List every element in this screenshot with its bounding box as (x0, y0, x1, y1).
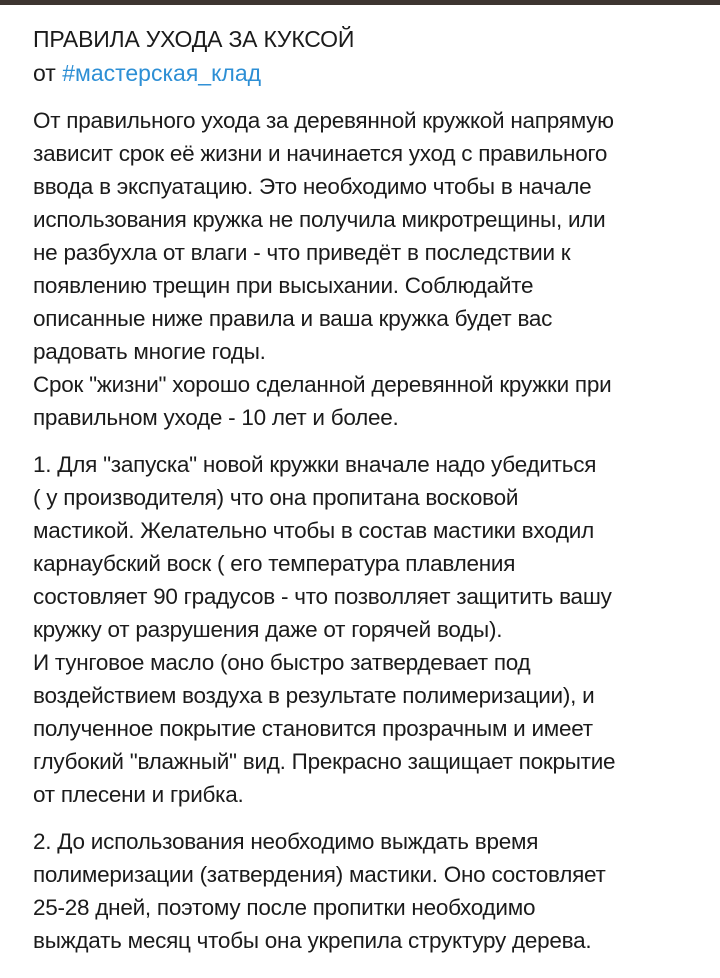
post-source-line (33, 56, 703, 90)
message-post (33, 22, 703, 957)
top-divider (0, 0, 720, 5)
source-prefix: от (33, 60, 63, 86)
post-paragraph-intro: От правильного ухода за деревянной кружкой напрямую зависит срок её жизни и начинается уход с правильного ввода в экспуатацию. Это необходимо чтобы в начале использования кружка не получила микротрещины, или не разбухла от влаги - что приведёт в последствии к появлению трещин при высыхании. Соблюдайте описанные ниже правила и ваша кружка будет вас радовать многие годы. Срок "жизни" хорошо сделанной деревянной кружки при правильном уходе - 10 лет и более. (33, 108, 614, 430)
post-paragraph-rule-2: 2. До использования необходимо выждать время полимеризации (затвердения) мастики. Оно состовляет 25-28 дней, поэтому после пропитки необходимо выждать месяц чтобы она укрепила структуру дерева. (33, 829, 606, 953)
hashtag-link[interactable]: #мастерская_клад (62, 60, 262, 86)
post-paragraph-rule-1: 1. Для "запуска" новой кружки вначале надо убедиться ( у производителя) что она пропитана восковой мастикой. Желательно чтобы в состав мастики входил карнаубский воск ( его температура плавления состовляет 90 градусов - что позволляет защитить вашу кружку от разрушения даже от горячей воды). И тунговое масло (оно быстро затвердевает под воздействием воздуха в результате полимеризации), и полученное покрытие становится прозрачным и имеет глубокий "влажный" вид. Прекрасно защищает покрытие от плесени и грибка. (33, 452, 616, 807)
post-title: ПРАВИЛА УХОДА ЗА КУКСОЙ (33, 26, 355, 52)
